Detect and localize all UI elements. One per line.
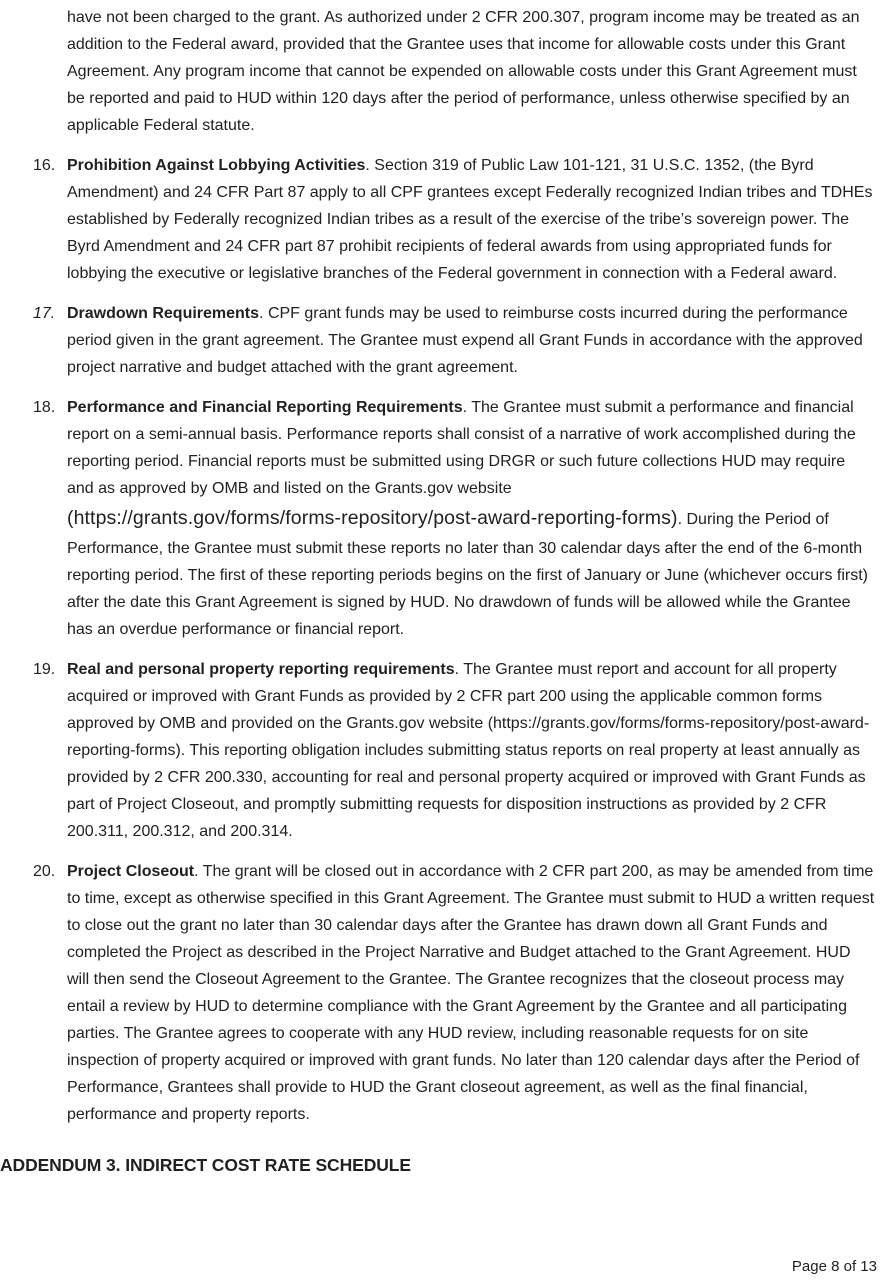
list-item-18 <box>33 394 875 643</box>
addendum-heading: ADDENDUM 3. INDIRECT COST RATE SCHEDULE <box>0 1155 411 1175</box>
list-item-19 <box>33 656 875 845</box>
item-body: CPF grant funds may be used to reimburse costs incurred during the performance period given in the grant agreement. The Grantee must expend all Grant Funds in accordance with the approved project narrative and budget attached with the grant agreement. <box>67 305 863 376</box>
item-title-sep: . <box>462 399 468 416</box>
item-title: Performance and Financial Reporting Requirements <box>67 399 463 416</box>
item-body: The grant will be closed out in accordance with 2 CFR part 200, as may be amended from time to time, except as otherwise specified in this Grant Agreement. The Grantee must submit to HUD a written request to close out the grant no later than 30 calendar days after the Grantee has drawn down all Grant Funds and completed the Project as described in the Project Narrative and Budget attached to the Grant Agreement. HUD will then send the Closeout Agreement to the Grantee. The Grantee recognizes that the closeout process may entail a review by HUD to determine compliance with the Grant Agreement by the Grantee and all participating parties. The Grantee agrees to cooperate with any HUD review, including reasonable requests for on site inspection of property acquired or improved with grant funds. No later than 120 calendar days after the Period of Performance, Grantees shall provide to HUD the Grant closeout agreement, as well as the final financial, performance and property reports. <box>67 863 875 1123</box>
item-title-sep: . <box>365 157 370 174</box>
item-title: Drawdown Requirements <box>67 305 260 322</box>
intro-paragraph: have not been charged to the grant. As authorized under 2 CFR 200.307, program income may be treated as an addition to the Federal award, provided that the Grantee uses that income for allowable costs under this Grant Agreement. Any program income that cannot be expended on allowable costs under this Grant Agreement must be reported and paid to HUD within 120 days after the period of performance, unless otherwise specified by an applicable Federal statute. <box>67 9 860 134</box>
item-body: The Grantee must report and account for all property acquired or improved with Grant Funds as provided by 2 CFR part 200 using the applicable common forms approved by OMB and provided on the Grants.gov website (https://grants.gov/forms/forms-repository/post-award-reporting-forms). This reporting obligation includes submitting status reports on real property at least annually as provided by 2 CFR 200.330, accounting for real and personal property acquired or improved with Grant Funds as part of Project Closeout, and promptly submitting requests for disposition instructions as provided by 2 CFR 200.311, 200.312, and 200.314. <box>67 661 870 840</box>
item-number: 19. <box>33 661 56 678</box>
item-number: 17. <box>33 305 56 322</box>
item-body-after-url: . During the Period of Performance, the Grantee must submit these reports no later than 30 calendar days after the end of the 6-month reporting period. The first of these reporting periods begins on the first of January or June (whichever occurs first) after the date this Grant Agreement is signed by HUD. No drawdown of funds will be allowed while the Grantee has an overdue performance or financial report. <box>67 511 868 638</box>
grants-gov-url-text: (https://grants.gov/forms/forms-repository/post-award-reporting-forms) <box>67 507 678 529</box>
item-number: 20. <box>33 863 56 880</box>
item-paragraph <box>67 858 875 1128</box>
item-title-sep: . <box>194 863 199 880</box>
item-paragraph <box>67 656 875 845</box>
item-paragraph <box>67 300 875 381</box>
list-item-17 <box>33 300 875 381</box>
item-title: Real and personal property reporting requirements <box>67 661 455 678</box>
item-title-sep: . <box>454 661 460 678</box>
list-item-20 <box>33 858 875 1128</box>
item-paragraph <box>67 152 875 287</box>
item-body: Section 319 of Public Law 101-121, 31 U.S.C. 1352, (the Byrd Amendment) and 24 CFR Part 87 apply to all CPF grantees except Federally recognized Indian tribes and TDHEs established by Federally recognized Indian tribes as a result of the exercise of the tribe’s sovereign power. The Byrd Amendment and 24 CFR part 87 prohibit recipients of federal awards from using appropriated funds for lobbying the executive or legislative branches of the Federal government in connection with a Federal award. <box>67 157 873 282</box>
item-title-sep: . <box>259 305 264 322</box>
item-paragraph <box>67 394 875 643</box>
page-number: Page 8 of 13 <box>791 1258 877 1275</box>
item-number: 18. <box>33 399 56 416</box>
item-number: 16. <box>33 157 56 174</box>
list-item-16 <box>33 152 875 287</box>
item-body-before-url: The Grantee must submit a performance and financial report on a semi-annual basis. Performance reports shall consist of a narrative of work accomplished during the reporting period. Financial reports must be submitted using DRGR or such future collections HUD may require and as approved by OMB and listed on the Grants.gov website <box>67 399 856 497</box>
item-title: Project Closeout <box>67 863 195 880</box>
item-title: Prohibition Against Lobbying Activities <box>67 157 366 174</box>
